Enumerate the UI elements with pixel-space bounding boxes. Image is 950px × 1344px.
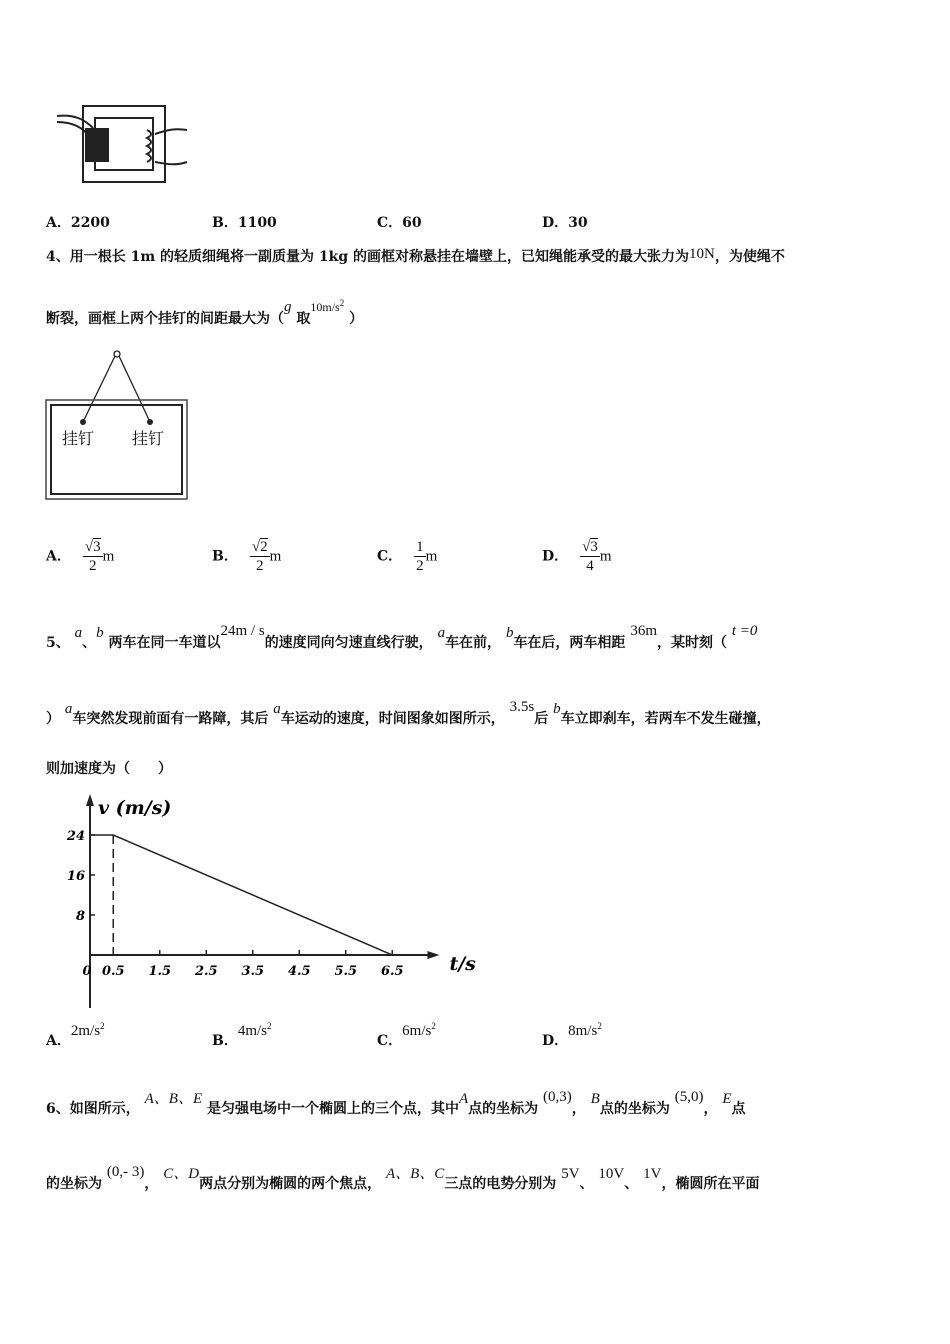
x-tick-label: 2.5 <box>194 964 218 979</box>
x-tick-label: 5.5 <box>334 964 358 979</box>
q5-option-d: D．$8m/s^2$ <box>542 1021 602 1049</box>
nail-label-right: 挂钉 <box>132 429 165 448</box>
q4-option-a: A． $\frac{√3}{2}$ m <box>46 539 115 574</box>
y-tick-label: 16 <box>66 869 85 884</box>
q5-option-b: B．$4m/s^2$ <box>212 1021 272 1049</box>
q5-line-2: ） a车突然发现前面有一路障，其后 a车运动的速度，时间图象如图所示， 3.5s后 b车立即刹车，若两车不发生碰撞， <box>46 699 771 727</box>
y-tick-label: 8 <box>75 909 85 924</box>
velocity-time-chart <box>60 790 480 1015</box>
q4-line-2: 断裂，画框上两个挂钉的间距最大为（g 取$10m/s^2$ ） <box>46 298 364 327</box>
y-axis-arrow <box>86 794 94 806</box>
q6-line-2: 的坐标为 (0,- 3)， C、D两点分别为椭圆的两个焦点， A、B、C三点的电势分别为 5V、 10V、 1V，椭圆所在平面 <box>46 1164 760 1192</box>
x-tick-label: 4.5 <box>287 964 311 979</box>
x-tick-label: 0.5 <box>101 964 125 979</box>
x-tick-label: 3.5 <box>241 964 265 979</box>
q3-option-c: C．60 <box>377 215 422 231</box>
q4-option-b: B． $\frac{√2}{2}$ m <box>212 539 282 574</box>
q5-line-3: 则加速度为（ ） <box>46 761 172 777</box>
transformer-figure <box>55 100 190 188</box>
x-tick-label: 1.5 <box>148 964 172 979</box>
q6-line-1: 6、如图所示， A、B、E 是匀强电场中一个椭圆上的三个点，其中A点的坐标为 (0,3)， B点的坐标为 (5,0)， E点 <box>46 1089 746 1117</box>
q5-line-1: 5、 a、b 两车在同一车道以24m / s的速度同向匀速直线行驶， a车在前， b车在后，两车相距 36m，某时刻（ t =0 <box>46 623 758 651</box>
velocity-line <box>90 835 392 955</box>
x-axis-label: t/s <box>449 953 476 975</box>
y-tick-label: 24 <box>66 829 85 844</box>
q5-option-a: A．$2m/s^2$ <box>46 1021 105 1049</box>
x-tick-label: 0 <box>82 964 92 979</box>
q3-option-a: A．2200 <box>46 215 110 231</box>
q5-option-c: C．$6m/s^2$ <box>377 1021 436 1049</box>
y-axis-label: v (m/s) <box>98 797 172 819</box>
q4-line-1: 4、用一根长 1m 的轻质细绳将一副质量为 1kg 的画框对称悬挂在墙壁上，已知绳能承受的最大张力为10N，为使绳不 <box>46 246 785 265</box>
q4-option-c: C． $\frac{1}{2}$ m <box>377 539 438 574</box>
q3-option-d: D．30 <box>542 215 588 231</box>
x-axis-arrow <box>427 951 439 959</box>
q4-option-d: D． $\frac{√3}{4}$ m <box>542 539 612 574</box>
picture-frame-figure <box>45 348 190 503</box>
nail-label-left: 挂钉 <box>62 429 95 448</box>
x-tick-label: 6.5 <box>380 964 404 979</box>
q3-option-b: B．1100 <box>212 215 277 231</box>
